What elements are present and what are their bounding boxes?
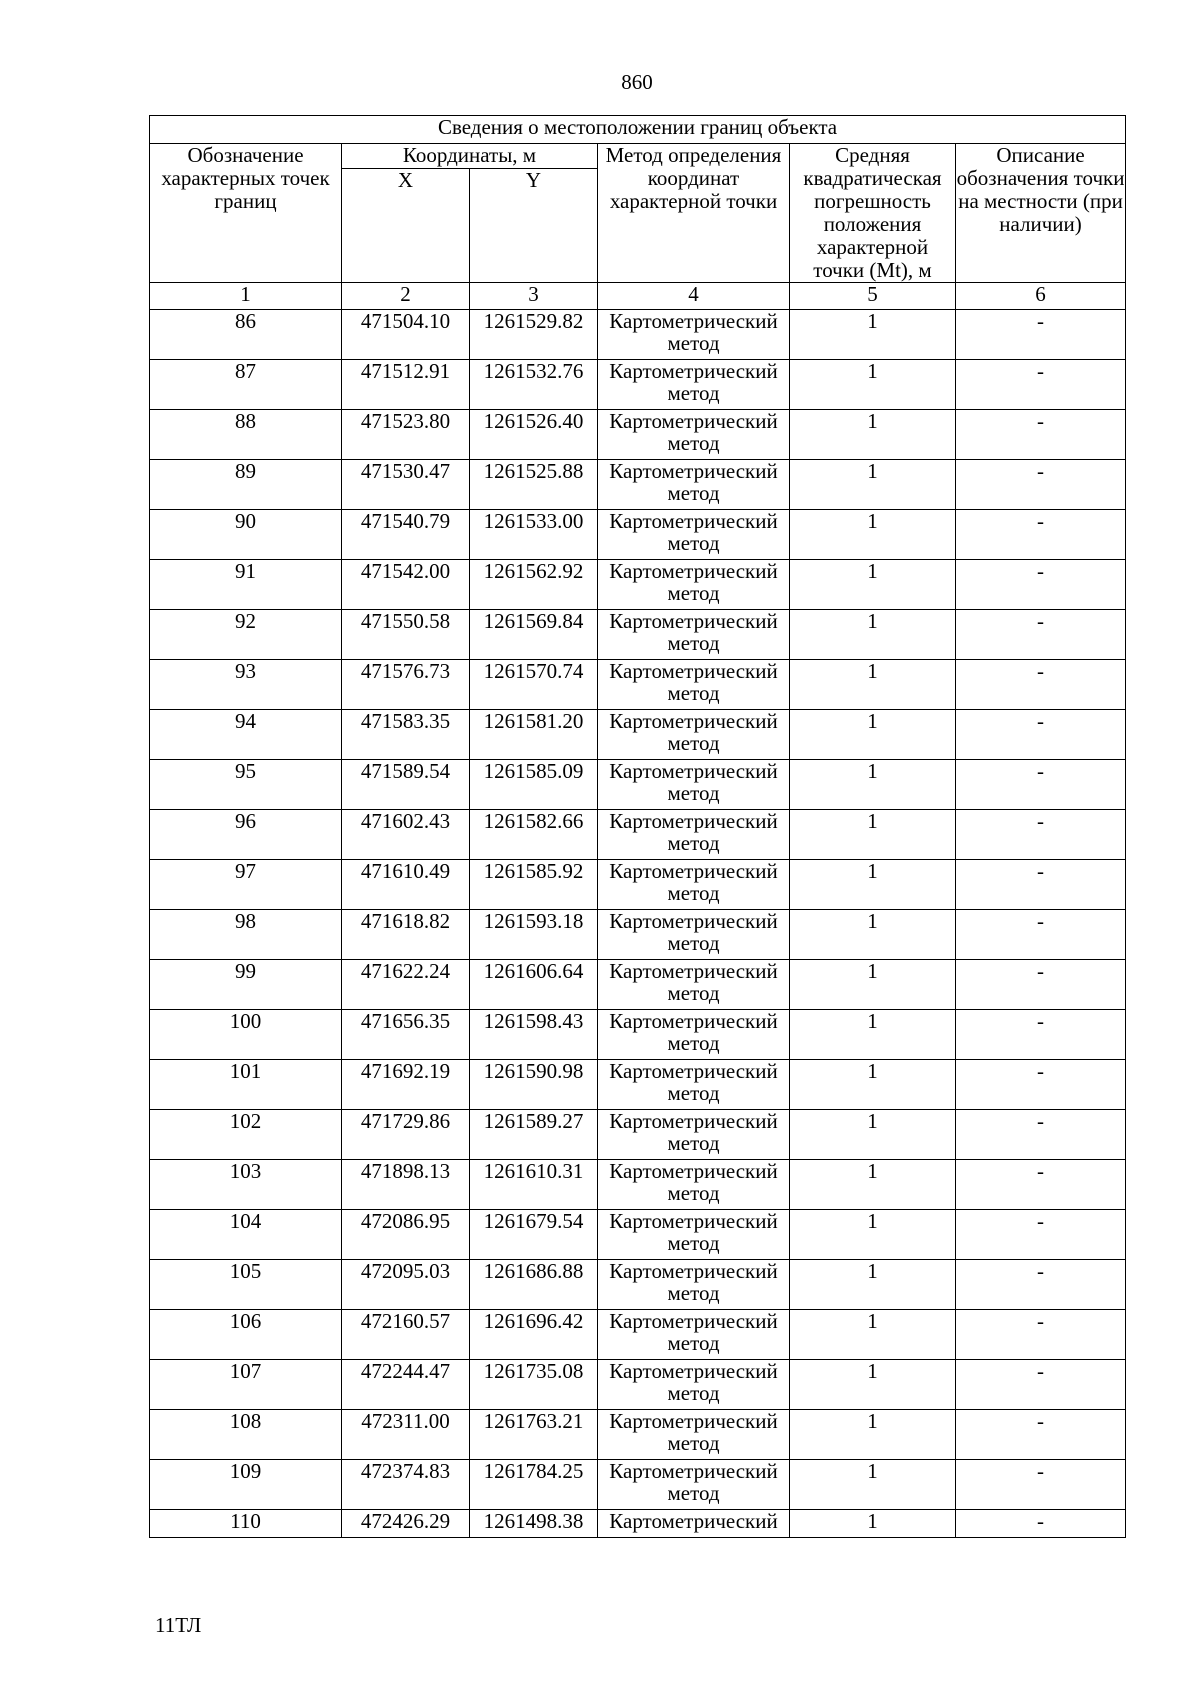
cell-y: 1261598.43 [470,1010,598,1060]
footer-code: 11ТЛ [155,1613,202,1637]
column-number: 3 [470,283,598,310]
cell-method: Картометрический метод [598,460,790,510]
cell-y: 1261525.88 [470,460,598,510]
cell-error: 1 [790,1060,956,1110]
cell-x: 471542.00 [342,560,470,610]
header-x: X [342,169,470,283]
cell-error: 1 [790,1510,956,1538]
cell-point: 106 [150,1310,342,1360]
cell-method: Картометрический метод [598,510,790,560]
cell-y: 1261735.08 [470,1360,598,1410]
page-number: 860 [621,70,653,94]
cell-description: - [956,1260,1126,1310]
cell-method: Картометрический метод [598,760,790,810]
header-error: Средняя квадратическая погрешность положения характерной точки (Mt), м [790,144,956,283]
cell-y: 1261763.21 [470,1410,598,1460]
cell-y: 1261606.64 [470,960,598,1010]
cell-y: 1261589.27 [470,1110,598,1160]
cell-method: Картометрический метод [598,1060,790,1110]
cell-error: 1 [790,1360,956,1410]
cell-method: Картометрический метод [598,1110,790,1160]
cell-point: 94 [150,710,342,760]
cell-description: - [956,910,1126,960]
column-number: 2 [342,283,470,310]
cell-x: 471576.73 [342,660,470,710]
cell-method: Картометрический метод [598,1410,790,1460]
cell-error: 1 [790,610,956,660]
cell-x: 471610.49 [342,860,470,910]
cell-method: Картометрический метод [598,1260,790,1310]
cell-x: 472244.47 [342,1360,470,1410]
header-coordinates: Координаты, м [342,144,598,169]
cell-method: Картометрический метод [598,710,790,760]
cell-y: 1261593.18 [470,910,598,960]
cell-method: Картометрический метод [598,910,790,960]
cell-description: - [956,460,1126,510]
cell-error: 1 [790,860,956,910]
cell-method: Картометрический метод [598,860,790,910]
cell-x: 472426.29 [342,1510,470,1538]
cell-method: Картометрический метод [598,610,790,660]
cell-y: 1261696.42 [470,1310,598,1360]
table-row [150,1110,1126,1160]
cell-x: 471622.24 [342,960,470,1010]
table-row [150,560,1126,610]
cell-error: 1 [790,710,956,760]
cell-x: 471550.58 [342,610,470,660]
cell-description: - [956,360,1126,410]
cell-method: Картометрический метод [598,810,790,860]
cell-description: - [956,1010,1126,1060]
table-row [150,310,1126,360]
column-number: 1 [150,283,342,310]
cell-y: 1261784.25 [470,1460,598,1510]
cell-point: 88 [150,410,342,460]
cell-method: Картометрический метод [598,1160,790,1210]
table-title: Сведения о местоположении границ объекта [150,116,1126,144]
cell-x: 472160.57 [342,1310,470,1360]
cell-y: 1261526.40 [470,410,598,460]
cell-point: 98 [150,910,342,960]
cell-method: Картометрический метод [598,560,790,610]
cell-error: 1 [790,1460,956,1510]
cell-error: 1 [790,960,956,1010]
cell-point: 107 [150,1360,342,1410]
cell-method: Картометрический метод [598,960,790,1010]
cell-method: Картометрический метод [598,410,790,460]
cell-description: - [956,660,1126,710]
cell-error: 1 [790,310,956,360]
column-number: 6 [956,283,1126,310]
cell-point: 90 [150,510,342,560]
table-row [150,760,1126,810]
cell-point: 102 [150,1110,342,1160]
cell-x: 471589.54 [342,760,470,810]
table-row [150,1310,1126,1360]
cell-description: - [956,860,1126,910]
cell-y: 1261582.66 [470,810,598,860]
cell-x: 471692.19 [342,1060,470,1110]
cell-error: 1 [790,410,956,460]
cell-description: - [956,610,1126,660]
cell-error: 1 [790,360,956,410]
table-row [150,360,1126,410]
cell-point: 99 [150,960,342,1010]
cell-y: 1261679.54 [470,1210,598,1260]
cell-point: 89 [150,460,342,510]
cell-error: 1 [790,560,956,610]
cell-description: - [956,810,1126,860]
cell-point: 95 [150,760,342,810]
cell-description: - [956,760,1126,810]
cell-method: Картометрический метод [598,360,790,410]
table-row [150,510,1126,560]
cell-point: 104 [150,1210,342,1260]
table-row [150,1510,1126,1538]
cell-method: Картометрический метод [598,1460,790,1510]
cell-point: 109 [150,1460,342,1510]
cell-description: - [956,410,1126,460]
cell-description: - [956,1310,1126,1360]
column-number: 4 [598,283,790,310]
header-description: Описание обозначения точки на местности (при наличии) [956,144,1126,283]
cell-error: 1 [790,1310,956,1360]
cell-error: 1 [790,810,956,860]
cell-point: 93 [150,660,342,710]
cell-x: 471504.10 [342,310,470,360]
table-row [150,960,1126,1010]
cell-method: Картометрический метод [598,310,790,360]
cell-point: 108 [150,1410,342,1460]
table-title-row [150,116,1126,144]
cell-method: Картометрический метод [598,1360,790,1410]
cell-y: 1261570.74 [470,660,598,710]
cell-point: 100 [150,1010,342,1060]
table-row [150,860,1126,910]
table-row [150,1160,1126,1210]
cell-y: 1261585.92 [470,860,598,910]
cell-point: 110 [150,1510,342,1538]
cell-error: 1 [790,1410,956,1460]
cell-error: 1 [790,1010,956,1060]
column-number-row [150,283,1126,310]
cell-error: 1 [790,660,956,710]
cell-error: 1 [790,910,956,960]
table-row [150,610,1126,660]
table-row [150,910,1126,960]
cell-x: 471512.91 [342,360,470,410]
table-row [150,1060,1126,1110]
cell-y: 1261498.38 [470,1510,598,1538]
cell-point: 92 [150,610,342,660]
table-row [150,1360,1126,1410]
boundary-table [149,115,1126,1538]
column-number: 5 [790,283,956,310]
cell-point: 103 [150,1160,342,1210]
table-row [150,710,1126,760]
cell-x: 472095.03 [342,1260,470,1310]
cell-y: 1261533.00 [470,510,598,560]
cell-description: - [956,510,1126,560]
cell-error: 1 [790,510,956,560]
cell-x: 471530.47 [342,460,470,510]
cell-description: - [956,710,1126,760]
table-row [150,1210,1126,1260]
cell-x: 471898.13 [342,1160,470,1210]
cell-point: 101 [150,1060,342,1110]
table-row [150,460,1126,510]
cell-x: 471729.86 [342,1110,470,1160]
cell-point: 97 [150,860,342,910]
cell-error: 1 [790,1260,956,1310]
cell-y: 1261610.31 [470,1160,598,1210]
cell-point: 86 [150,310,342,360]
table-row [150,410,1126,460]
cell-x: 471602.43 [342,810,470,860]
table-row [150,660,1126,710]
table-row [150,1460,1126,1510]
header-y: Y [470,169,598,283]
table-row [150,1010,1126,1060]
cell-error: 1 [790,1160,956,1210]
cell-x: 471583.35 [342,710,470,760]
cell-method: Картометрический метод [598,1210,790,1260]
cell-description: - [956,1210,1126,1260]
cell-description: - [956,960,1126,1010]
cell-description: - [956,1410,1126,1460]
cell-x: 471540.79 [342,510,470,560]
table-row [150,1410,1126,1460]
cell-y: 1261569.84 [470,610,598,660]
cell-y: 1261686.88 [470,1260,598,1310]
cell-error: 1 [790,460,956,510]
cell-description: - [956,1510,1126,1538]
cell-x: 472374.83 [342,1460,470,1510]
cell-method: Картометрический метод [598,660,790,710]
header-row-1 [150,144,1126,169]
cell-point: 91 [150,560,342,610]
cell-method: Картометрический [598,1510,790,1538]
cell-description: - [956,1110,1126,1160]
cell-description: - [956,1460,1126,1510]
table-row [150,810,1126,860]
cell-point: 87 [150,360,342,410]
cell-method: Картометрический метод [598,1310,790,1360]
cell-x: 471618.82 [342,910,470,960]
cell-y: 1261590.98 [470,1060,598,1110]
cell-description: - [956,560,1126,610]
cell-error: 1 [790,1110,956,1160]
cell-point: 96 [150,810,342,860]
cell-x: 471523.80 [342,410,470,460]
cell-y: 1261529.82 [470,310,598,360]
table-row [150,1260,1126,1310]
cell-error: 1 [790,1210,956,1260]
cell-error: 1 [790,760,956,810]
cell-description: - [956,310,1126,360]
header-method: Метод определения координат характерной точки [598,144,790,283]
cell-method: Картометрический метод [598,1010,790,1060]
cell-y: 1261562.92 [470,560,598,610]
cell-x: 472311.00 [342,1410,470,1460]
cell-y: 1261585.09 [470,760,598,810]
header-point: Обозначение характерных точек границ [150,144,342,283]
cell-description: - [956,1360,1126,1410]
cell-description: - [956,1160,1126,1210]
cell-x: 472086.95 [342,1210,470,1260]
cell-y: 1261532.76 [470,360,598,410]
cell-x: 471656.35 [342,1010,470,1060]
cell-y: 1261581.20 [470,710,598,760]
cell-description: - [956,1060,1126,1110]
cell-point: 105 [150,1260,342,1310]
